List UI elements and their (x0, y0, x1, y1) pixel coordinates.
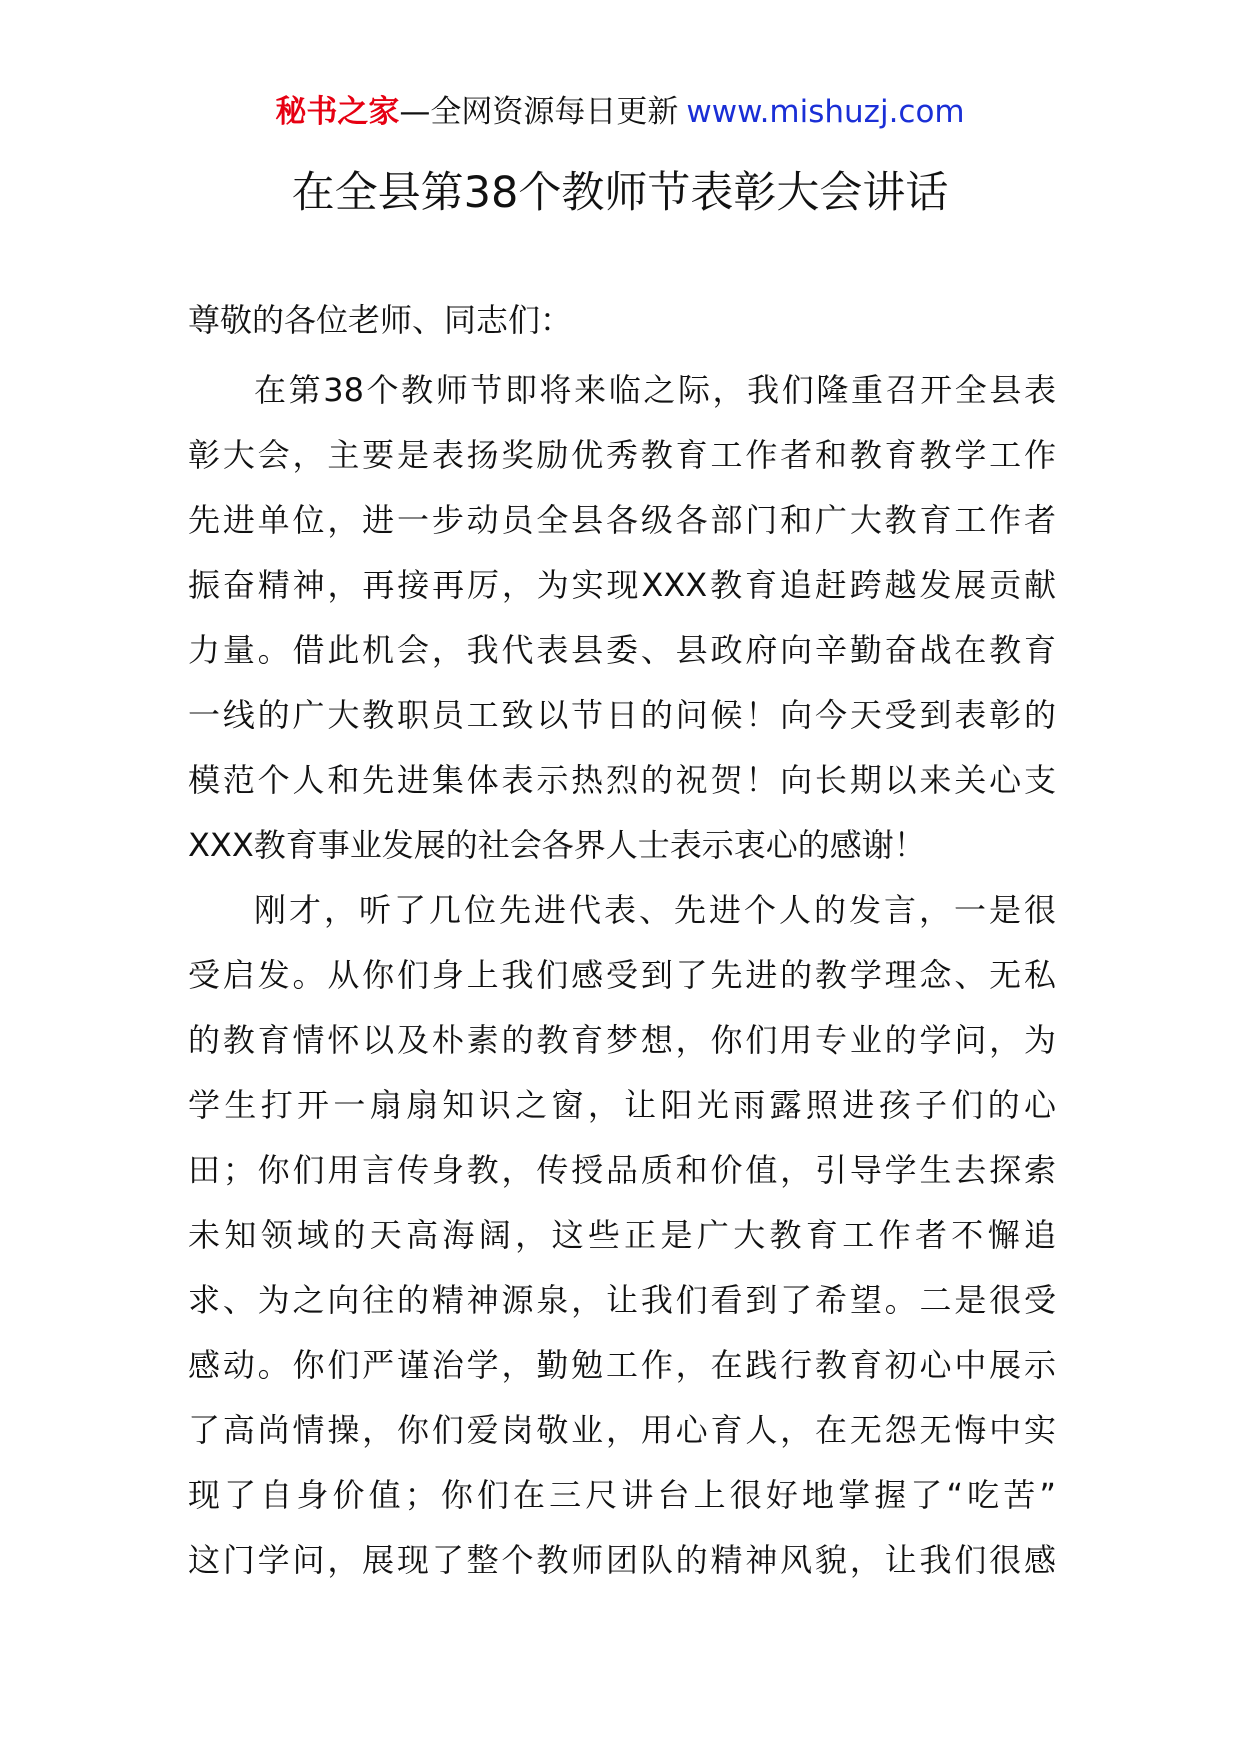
text-line: 力量。借此机会，我代表县委、县政府向辛勤奋战在教育 (188, 631, 1056, 669)
text-line: 受启发。从你们身上我们感受到了先进的教学理念、无私 (188, 956, 1056, 994)
site-url-link[interactable]: www.mishuzj.com (686, 94, 965, 130)
text-line: 了高尚情操，你们爱岗敬业，用心育人，在无怨无悔中实 (188, 1411, 1056, 1449)
text-line: 未知领域的天高海阔，这些正是广大教育工作者不懈追 (188, 1216, 1056, 1254)
text-line: 田；你们用言传身教，传授品质和价值，引导学生去探索 (188, 1151, 1056, 1189)
text-line: 的教育情怀以及朴素的教育梦想，你们用专业的学问，为 (188, 1021, 1056, 1059)
text-line: XXX教育事业发展的社会各界人士表示衷心的感谢！ (188, 826, 926, 864)
site-tagline: —全网资源每日更新 (399, 94, 679, 130)
text-line: 一线的广大教职员工致以节日的问候！向今天受到表彰的 (188, 696, 1056, 734)
text-line: 刚才，听了几位先进代表、先进个人的发言，一是很 (254, 891, 1056, 929)
salutation: 尊敬的各位老师、同志们： (188, 301, 573, 339)
brand-name: 秘书之家 (275, 94, 400, 130)
document-title: 在全县第38个教师节表彰大会讲话 (291, 168, 949, 218)
text-line: 这门学问，展现了整个教师团队的精神风貌，让我们很感 (188, 1541, 1056, 1579)
text-line: 彰大会，主要是表扬奖励优秀教育工作者和教育教学工作 (188, 436, 1056, 474)
paragraph-2 (188, 878, 1056, 1593)
site-header (0, 92, 1240, 132)
text-line: 模范个人和先进集体表示热烈的祝贺！向长期以来关心支 (188, 761, 1056, 799)
text-line: 先进单位，进一步动员全县各级各部门和广大教育工作者 (188, 501, 1056, 539)
text-line: 感动。你们严谨治学，勤勉工作，在践行教育初心中展示 (188, 1346, 1056, 1384)
document-body (188, 292, 1056, 1593)
text-line: 振奋精神，再接再厉，为实现XXX教育追赶跨越发展贡献 (188, 566, 1056, 604)
text-line: 在第38个教师节即将来临之际，我们隆重召开全县表 (254, 371, 1056, 409)
text-line: 学生打开一扇扇知识之窗，让阳光雨露照进孩子们的心 (188, 1086, 1056, 1124)
text-line: 求、为之向往的精神源泉，让我们看到了希望。二是很受 (188, 1281, 1056, 1319)
text-line: 现了自身价值；你们在三尺讲台上很好地掌握了“吃苦” (188, 1476, 1056, 1514)
paragraph-1 (188, 358, 1056, 878)
